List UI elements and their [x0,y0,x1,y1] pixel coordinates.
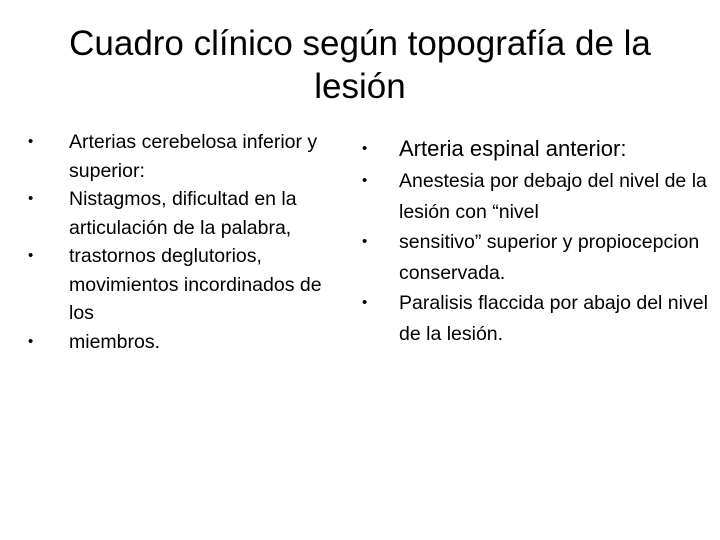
right-bullet-item-4 [362,288,714,349]
bullet-icon: • [28,247,34,264]
right-bullet-list [362,133,714,349]
left-bullet-text-1: Arterias cerebelosa inferior y superior: [69,131,318,182]
bullet-icon: • [28,332,34,350]
left-bullet-item-1 [28,128,350,185]
bullet-icon: • [28,133,34,150]
left-bullet-item-3 [28,242,350,328]
right-bullet-text-3: sensitivo” superior y propiocepcion conservada. [399,231,700,284]
slide-title: Cuadro clínico según topografía de la lesión [69,24,651,106]
right-bullet-text-1: Arteria espinal anterior: [399,136,627,161]
bullet-icon: • [362,172,368,189]
right-bullet-text-4: Paralisis flaccida por abajo del nivel de la lesión. [399,292,708,345]
right-bullet-item-2 [362,166,714,227]
bullet-icon: • [362,140,368,157]
right-bullet-text-2: Anestesia por debajo del nivel de la lesión con “nivel [399,170,707,223]
left-bullet-text-4: miembros. [69,330,161,353]
right-bullet-item-1 [362,133,714,165]
bullet-icon: • [28,190,34,207]
right-bullet-item-3 [362,227,714,288]
left-bullet-item-2 [28,185,350,242]
left-bullet-list [28,128,350,356]
left-bullet-text-2: Nistagmos, dificultad en la articulación de la palabra, [69,188,297,239]
bullet-icon: • [362,294,368,311]
left-bullet-item-4 [28,328,350,357]
left-bullet-text-3: trastornos deglutorios, movimientos incordinados de los [69,245,322,324]
bullet-icon: • [362,233,368,250]
